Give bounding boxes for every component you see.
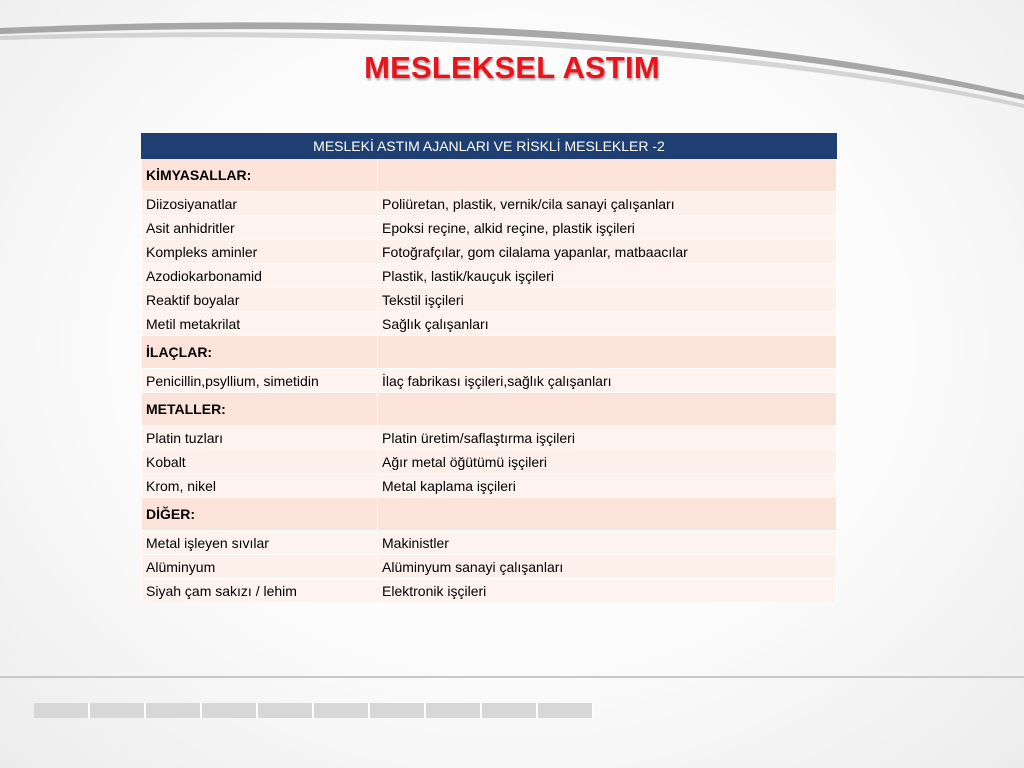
agent-cell: Platin tuzları xyxy=(142,426,378,450)
occupation-cell: Elektronik işçileri xyxy=(378,579,837,603)
agents-table xyxy=(141,133,837,602)
footer-divider xyxy=(0,676,1024,678)
agent-cell: Kobalt xyxy=(142,450,378,474)
table-row xyxy=(142,216,837,240)
occupation-cell xyxy=(378,498,837,531)
slide-title: MESLEKSEL ASTIM xyxy=(364,50,660,85)
occupation-cell: Poliüretan, plastik, vernik/cila sanayi çalışanları xyxy=(378,192,837,216)
table-row xyxy=(142,312,837,336)
agent-cell: Penicillin,psyllium, simetidin xyxy=(142,369,378,393)
footer-segment xyxy=(34,703,90,718)
occupation-cell xyxy=(378,336,837,369)
agent-cell: KİMYASALLAR: xyxy=(142,159,378,192)
occupation-cell: Makinistler xyxy=(378,531,837,555)
occupation-cell: Plastik, lastik/kauçuk işçileri xyxy=(378,264,837,288)
footer-segment xyxy=(426,703,482,718)
agent-cell: Metal işleyen sıvılar xyxy=(142,531,378,555)
occupation-cell: Alüminyum sanayi çalışanları xyxy=(378,555,837,579)
table-row xyxy=(142,450,837,474)
category-row xyxy=(142,336,837,369)
footer-segment xyxy=(146,703,202,718)
table-header: MESLEKİ ASTIM AJANLARI VE RİSKLİ MESLEKLER -2 xyxy=(142,134,837,159)
table-row xyxy=(142,531,837,555)
table-row xyxy=(142,288,837,312)
agent-cell: Krom, nikel xyxy=(142,474,378,498)
occupation-cell: Ağır metal öğütümü işçileri xyxy=(378,450,837,474)
footer-segment xyxy=(482,703,538,718)
occupation-cell: Fotoğrafçılar, gom cilalama yapanlar, matbaacılar xyxy=(378,240,837,264)
table-row xyxy=(142,264,837,288)
agent-cell: Kompleks aminler xyxy=(142,240,378,264)
footer-segment xyxy=(370,703,426,718)
agent-cell: DİĞER: xyxy=(142,498,378,531)
footer-segment xyxy=(90,703,146,718)
agent-cell: METALLER: xyxy=(142,393,378,426)
occupation-cell xyxy=(378,159,837,192)
agent-cell: Diizosiyanatlar xyxy=(142,192,378,216)
agent-cell: Metil metakrilat xyxy=(142,312,378,336)
occupation-cell: Tekstil işçileri xyxy=(378,288,837,312)
table-body xyxy=(142,159,837,603)
footer-segment xyxy=(314,703,370,718)
occupation-cell: Sağlık çalışanları xyxy=(378,312,837,336)
table-row xyxy=(142,240,837,264)
occupation-cell: İlaç fabrikası işçileri,sağlık çalışanları xyxy=(378,369,837,393)
footer-segment xyxy=(538,703,594,718)
table-row xyxy=(142,192,837,216)
table-row xyxy=(142,369,837,393)
category-row xyxy=(142,498,837,531)
footer-segment xyxy=(202,703,258,718)
agent-cell: Siyah çam sakızı / lehim xyxy=(142,579,378,603)
table-row xyxy=(142,579,837,603)
category-row xyxy=(142,159,837,192)
agent-cell: İLAÇLAR: xyxy=(142,336,378,369)
occupation-cell xyxy=(378,393,837,426)
occupation-cell: Epoksi reçine, alkid reçine, plastik işçileri xyxy=(378,216,837,240)
agent-cell: Azodiokarbonamid xyxy=(142,264,378,288)
agent-cell: Alüminyum xyxy=(142,555,378,579)
table-row xyxy=(142,555,837,579)
footer-segment xyxy=(258,703,314,718)
footer-bar xyxy=(34,703,594,718)
occupation-cell: Platin üretim/saflaştırma işçileri xyxy=(378,426,837,450)
category-row xyxy=(142,393,837,426)
agent-cell: Asit anhidritler xyxy=(142,216,378,240)
agent-cell: Reaktif boyalar xyxy=(142,288,378,312)
table-row xyxy=(142,426,837,450)
occupation-cell: Metal kaplama işçileri xyxy=(378,474,837,498)
table-row xyxy=(142,474,837,498)
